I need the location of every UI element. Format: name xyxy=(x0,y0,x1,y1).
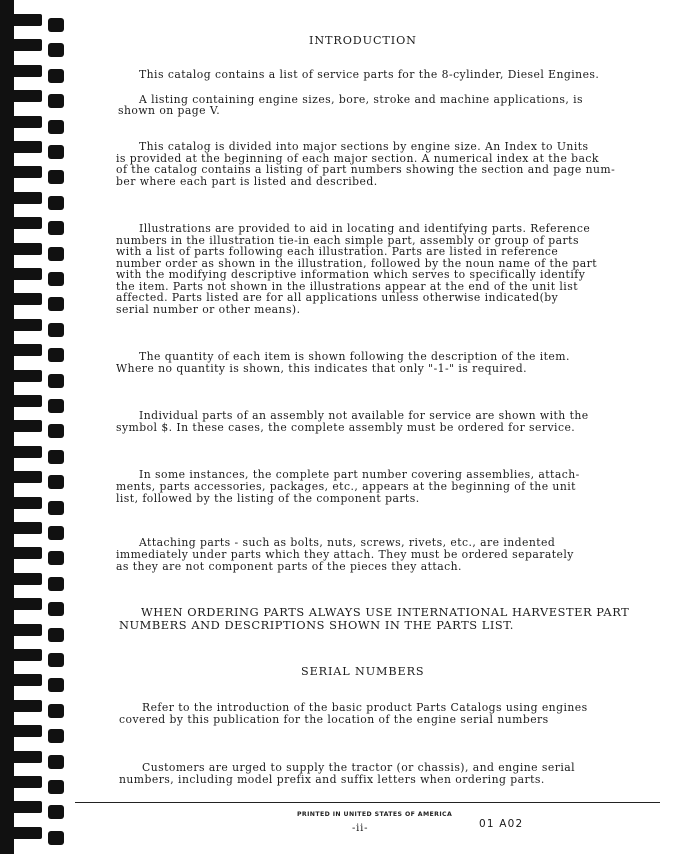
spiral-binding xyxy=(0,0,70,854)
paragraph-line: This catalog contains a list of service parts for the 8-cylinder, Diesel Engines. xyxy=(139,68,600,81)
binding-loop xyxy=(12,116,42,128)
paragraph-line: A listing containing engine sizes, bore, stroke and machine applications, is xyxy=(139,93,584,106)
binding-hole xyxy=(48,602,64,616)
binding-loop xyxy=(12,674,42,686)
paragraph-line: with a list of parts following each illustration. Parts are listed in reference xyxy=(116,245,559,258)
binding-hole xyxy=(48,577,64,591)
binding-loop xyxy=(12,65,42,77)
binding-loop xyxy=(12,141,42,153)
binding-hole xyxy=(48,43,64,57)
binding-hole xyxy=(48,678,64,692)
binding-loop xyxy=(12,725,42,737)
binding-loop xyxy=(12,39,42,51)
binding-hole xyxy=(48,628,64,642)
binding-hole xyxy=(48,755,64,769)
binding-loop xyxy=(12,573,42,585)
paragraph-line: Attaching parts - such as bolts, nuts, screws, rivets, etc., are indented xyxy=(139,536,556,549)
paragraph-line: Customers are urged to supply the tractor (or chassis), and engine serial xyxy=(142,761,576,774)
binding-loop xyxy=(12,293,42,305)
paragraph-line: number order as shown in the illustration, followed by the noun name of the part xyxy=(116,257,598,270)
binding-hole xyxy=(48,450,64,464)
binding-loop xyxy=(12,446,42,458)
binding-loop xyxy=(12,370,42,382)
document-code: 01 A02 xyxy=(479,818,524,830)
binding-loop xyxy=(12,522,42,534)
paragraph-line: numbers, including model prefix and suffix letters when ordering parts. xyxy=(119,773,545,786)
binding-hole xyxy=(48,170,64,184)
binding-loop xyxy=(12,827,42,839)
binding-hole xyxy=(48,196,64,210)
binding-loop xyxy=(12,649,42,661)
paragraph-line: immediately under parts which they attach. They must be ordered separately xyxy=(116,548,574,561)
binding-hole xyxy=(48,501,64,515)
binding-loop xyxy=(12,598,42,610)
paragraph-line: shown on page V. xyxy=(118,104,221,117)
binding-loop xyxy=(12,420,42,432)
binding-hole xyxy=(48,272,64,286)
paragraph-line: The quantity of each item is shown following the description of the item. xyxy=(139,350,570,363)
binding-hole xyxy=(48,551,64,565)
binding-loop xyxy=(12,14,42,26)
binding-loop xyxy=(12,497,42,509)
printed-in-usa: PRINTED IN UNITED STATES OF AMERICA xyxy=(297,811,453,818)
paragraph-line: as they are not component parts of the pieces they attach. xyxy=(116,560,462,573)
paragraph-line: Refer to the introduction of the basic product Parts Catalogs using engines xyxy=(142,701,588,714)
paragraph-line: Illustrations are provided to aid in locating and identifying parts. Reference xyxy=(139,222,591,235)
binding-loop xyxy=(12,90,42,102)
paragraph-line: the item. Parts not shown in the illustrations appear at the end of the unit list xyxy=(116,280,578,293)
paragraph-line: list, followed by the listing of the component parts. xyxy=(116,492,420,505)
paragraph-line: serial number or other means). xyxy=(116,303,301,316)
binding-loop xyxy=(12,471,42,483)
binding-loop xyxy=(12,801,42,813)
paragraph-line: ber where each part is listed and described. xyxy=(116,175,378,188)
paragraph-line: This catalog is divided into major sections by engine size. An Index to Units xyxy=(139,140,589,153)
binding-loop xyxy=(12,624,42,636)
binding-loop xyxy=(12,319,42,331)
paragraph-line: ments, parts accessories, packages, etc., appears at the beginning of the unit xyxy=(116,480,576,493)
binding-loop xyxy=(12,243,42,255)
binding-loop xyxy=(12,268,42,280)
paragraph-line: numbers in the illustration tie-in each simple part, assembly or group of parts xyxy=(116,234,579,247)
binding-hole xyxy=(48,120,64,134)
paragraph-line: is provided at the beginning of each major section. A numerical index at the back xyxy=(116,152,599,165)
binding-loop xyxy=(12,700,42,712)
binding-hole xyxy=(48,399,64,413)
binding-hole xyxy=(48,805,64,819)
binding-hole xyxy=(48,424,64,438)
paragraph-line: of the catalog contains a listing of part numbers showing the section and page num- xyxy=(116,163,616,176)
binding-hole xyxy=(48,526,64,540)
serial-numbers-heading: SERIAL NUMBERS xyxy=(301,665,425,678)
binding-loop xyxy=(12,395,42,407)
binding-hole xyxy=(48,247,64,261)
binding-hole xyxy=(48,221,64,235)
page-number: -ii- xyxy=(352,823,369,834)
paragraph-line: covered by this publication for the location of the engine serial numbers xyxy=(119,713,549,726)
binding-hole xyxy=(48,475,64,489)
binding-loop xyxy=(12,547,42,559)
binding-hole xyxy=(48,704,64,718)
binding-hole xyxy=(48,374,64,388)
binding-loop xyxy=(12,344,42,356)
binding-hole xyxy=(48,831,64,845)
binding-hole xyxy=(48,18,64,32)
ordering-notice-line: WHEN ORDERING PARTS ALWAYS USE INTERNATIONAL HARVESTER PART xyxy=(141,605,630,619)
binding-hole xyxy=(48,323,64,337)
binding-hole xyxy=(48,94,64,108)
binding-loop xyxy=(12,776,42,788)
paragraph-line: affected. Parts listed are for all applications unless otherwise indicated(by xyxy=(116,291,559,304)
paragraph-line: Individual parts of an assembly not available for service are shown with the xyxy=(139,409,589,422)
binding-loop xyxy=(12,217,42,229)
binding-hole xyxy=(48,729,64,743)
paragraph-line: with the modifying descriptive information which serves to specifically identify xyxy=(116,268,586,281)
binding-hole xyxy=(48,348,64,362)
binding-loop xyxy=(12,192,42,204)
paragraph-line: Where no quantity is shown, this indicates that only "-1-" is required. xyxy=(116,362,527,375)
paragraph-line: In some instances, the complete part number covering assemblies, attach- xyxy=(139,468,580,481)
footer-rule xyxy=(75,802,660,803)
ordering-notice-line: NUMBERS AND DESCRIPTIONS SHOWN IN THE PARTS LIST. xyxy=(119,618,514,632)
binding-loop xyxy=(12,166,42,178)
binding-loop xyxy=(12,751,42,763)
binding-hole xyxy=(48,653,64,667)
binding-hole xyxy=(48,145,64,159)
binding-hole xyxy=(48,69,64,83)
binding-hole xyxy=(48,780,64,794)
paragraph-line: symbol $. In these cases, the complete assembly must be ordered for service. xyxy=(116,421,576,434)
binding-hole xyxy=(48,297,64,311)
page-title: INTRODUCTION xyxy=(309,34,417,47)
